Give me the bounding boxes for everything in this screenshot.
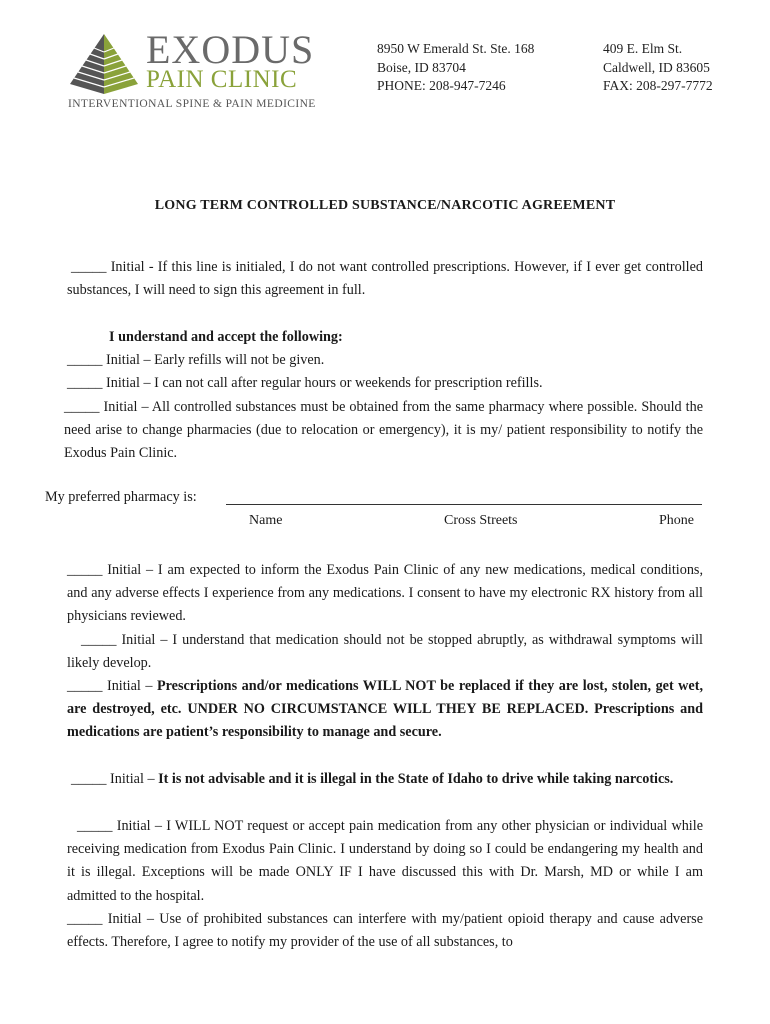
understand-heading: I understand and accept the following: <box>109 329 343 345</box>
item-early-refills: _____ Initial – Early refills will not be given. <box>67 352 325 368</box>
item-not-replaced <box>67 675 703 745</box>
item-same-pharmacy: _____ Initial – All controlled substances must be obtained from the same pharmacy where possible. Should the need arise to change pharmacies (due to relocation or emergency), it is my/ patient responsibility to notify the Exodus Pain Clinic. <box>64 399 703 462</box>
opt-out-text: _____ Initial - If this line is initialed, I do not want controlled prescriptions. However, if I ever get controlled substances, I will need to sign this agreement in full. <box>67 259 703 299</box>
boise-city: Boise, ID 83704 <box>377 59 466 75</box>
item-after-hours: _____ Initial – I can not call after regular hours or weekends for prescription refills. <box>67 375 543 391</box>
brand-name: EXODUS <box>146 27 315 72</box>
item-prohibited-substances: _____ Initial – Use of prohibited substances can interfere with my/patient opioid therapy and cause adverse effects. Therefore, I agree to notify my provider of the use of all substances, to <box>67 911 703 951</box>
pharmacy-name-label: Name <box>249 513 283 528</box>
boise-phone: PHONE: 208-947-7246 <box>377 78 506 93</box>
item-no-driving-prefix: _____ Initial – <box>71 771 159 787</box>
item-no-driving-text: It is not advisable and it is illegal in the State of Idaho to drive while taking narcotics. <box>158 771 674 787</box>
brand-tagline: INTERVENTIONAL SPINE & PAIN MEDICINE <box>68 98 316 110</box>
item-abrupt-stop <box>67 629 703 675</box>
clinic-logo <box>68 27 328 112</box>
caldwell-fax: FAX: 208-297-7772 <box>603 78 713 93</box>
caldwell-address <box>603 40 713 96</box>
item-not-replaced-text: Prescriptions and/or medications WILL NOT be replaced if they are lost, stolen, get wet, are destroyed, etc. UNDER NO CIRCUMSTANCE WILL THEY BE REPLACED. Prescriptions and medications are patient’s responsibility to manage and secure. <box>67 678 703 741</box>
item-other-physician-text: _____ Initial – I WILL NOT request or accept pain medication from any other physician or individual while receiving medication from Exodus Pain Clinic. I understand by doing so I could be endangering my health and it is illegal. Exceptions will be made ONLY IF I have discussed this with Dr. Marsh, MD or while I am admitted to the hospital. <box>67 818 703 904</box>
pyramid-logo-icon <box>68 34 140 94</box>
document-title: LONG TERM CONTROLLED SUBSTANCE/NARCOTIC AGREEMENT <box>154 198 616 213</box>
caldwell-city: Caldwell, ID 83605 <box>603 59 710 75</box>
boise-address <box>377 40 534 96</box>
item-abrupt-stop-text: _____ Initial – I understand that medication should not be stopped abruptly, as withdrawal symptoms will likely develop. <box>67 632 703 672</box>
pharmacy-phone-label: Phone <box>659 513 694 528</box>
item-other-physician <box>67 815 703 908</box>
pharmacy-field[interactable] <box>226 504 702 505</box>
item-inform-clinic: _____ Initial – I am expected to inform the Exodus Pain Clinic of any new medications, medical conditions, and any adverse effects I experience from any medications. I consent to have my electronic RX history from all physicians reviewed. <box>67 562 703 625</box>
pharmacy-label: My preferred pharmacy is: <box>45 489 197 505</box>
pharmacy-cross-streets-label: Cross Streets <box>444 513 518 528</box>
item-not-replaced-prefix: _____ Initial – <box>67 678 157 694</box>
boise-street: 8950 W Emerald St. Ste. 168 <box>377 41 535 56</box>
caldwell-street: 409 E. Elm St. <box>603 41 683 56</box>
item-no-driving <box>67 768 703 791</box>
opt-out-clause <box>67 256 703 302</box>
brand-subtitle: PAIN CLINIC <box>146 66 298 93</box>
